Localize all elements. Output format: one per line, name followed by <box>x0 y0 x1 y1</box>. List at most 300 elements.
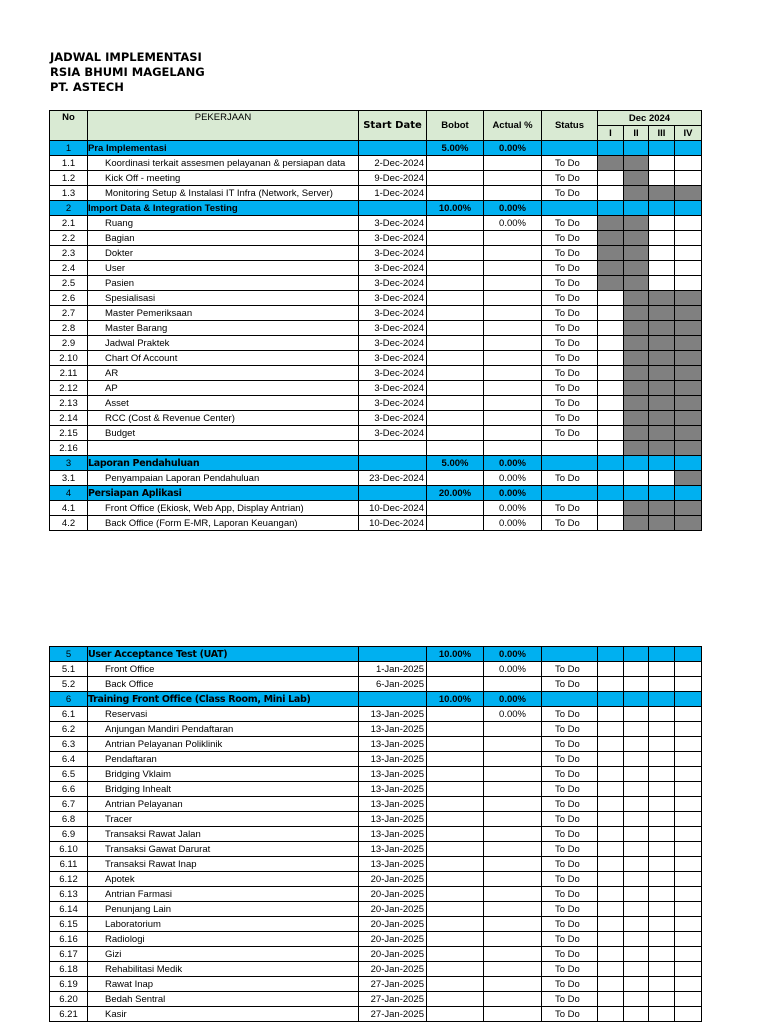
status-value: To Do <box>542 321 598 336</box>
start-date: 3-Dec-2024 <box>359 321 427 336</box>
gantt-week-2-cell <box>624 797 649 812</box>
gantt-week-3-cell <box>649 677 675 692</box>
status-value: To Do <box>542 797 598 812</box>
gantt-week-2-cell <box>624 812 649 827</box>
gantt-week-2-cell <box>624 872 649 887</box>
row-number: 6.1 <box>50 707 88 722</box>
gantt-week-3-cell <box>649 722 675 737</box>
gantt-week-3-cell <box>649 842 675 857</box>
task-name: Koordinasi terkait assesmen pelayanan & persiapan data <box>88 156 359 171</box>
gantt-week-3-cell <box>649 336 675 351</box>
row-number: 2.14 <box>50 411 88 426</box>
bobot-value <box>427 977 484 992</box>
status-value: To Do <box>542 276 598 291</box>
gantt-week-1-cell <box>598 722 624 737</box>
start-date: 13-Jan-2025 <box>359 737 427 752</box>
bobot-value <box>427 261 484 276</box>
row-number: 4 <box>50 486 88 501</box>
gantt-week-4-cell <box>675 722 702 737</box>
start-date: 3-Dec-2024 <box>359 381 427 396</box>
start-date: 13-Jan-2025 <box>359 827 427 842</box>
start-date: 13-Jan-2025 <box>359 782 427 797</box>
start-date: 3-Dec-2024 <box>359 246 427 261</box>
status-value: To Do <box>542 156 598 171</box>
status-value: To Do <box>542 977 598 992</box>
section-row <box>50 692 702 707</box>
gantt-week-4-cell <box>675 501 702 516</box>
gantt-week-2-cell <box>624 486 649 501</box>
bobot-value <box>427 351 484 366</box>
gantt-week-4-cell <box>675 156 702 171</box>
schedule-table-1 <box>49 110 702 531</box>
row-number: 6.14 <box>50 902 88 917</box>
task-name: Laporan Pendahuluan <box>88 456 359 471</box>
task-name: Pendaftaran <box>88 752 359 767</box>
gantt-week-4-cell <box>675 992 702 1007</box>
task-row <box>50 291 702 306</box>
gantt-week-1-cell <box>598 366 624 381</box>
bobot-value <box>427 992 484 1007</box>
col-header-no: No <box>50 111 88 141</box>
row-number: 6 <box>50 692 88 707</box>
gantt-week-1-cell <box>598 947 624 962</box>
gantt-week-3-cell <box>649 501 675 516</box>
bobot-value <box>427 1007 484 1022</box>
gantt-week-4-cell <box>675 441 702 456</box>
gantt-week-2-cell <box>624 246 649 261</box>
gantt-week-4-cell <box>675 471 702 486</box>
gantt-week-4-cell <box>675 201 702 216</box>
week-header-4: IV <box>675 126 702 141</box>
task-row <box>50 336 702 351</box>
gantt-week-1-cell <box>598 962 624 977</box>
row-number: 3.1 <box>50 471 88 486</box>
gantt-week-2-cell <box>624 216 649 231</box>
gantt-week-2-cell <box>624 932 649 947</box>
gantt-week-1-cell <box>598 707 624 722</box>
gantt-week-3-cell <box>649 647 675 662</box>
gantt-week-3-cell <box>649 471 675 486</box>
status-value: To Do <box>542 707 598 722</box>
row-number: 6.12 <box>50 872 88 887</box>
task-row <box>50 737 702 752</box>
row-number: 2 <box>50 201 88 216</box>
row-number: 2.12 <box>50 381 88 396</box>
status-value <box>542 201 598 216</box>
gantt-week-4-cell <box>675 707 702 722</box>
row-number: 6.11 <box>50 857 88 872</box>
gantt-week-1-cell <box>598 516 624 531</box>
actual-percent <box>484 351 542 366</box>
bobot-value <box>427 887 484 902</box>
task-name: Import Data & Integration Testing <box>88 201 359 216</box>
status-value: To Do <box>542 857 598 872</box>
gantt-week-3-cell <box>649 962 675 977</box>
gantt-week-2-cell <box>624 321 649 336</box>
task-row <box>50 887 702 902</box>
status-value: To Do <box>542 662 598 677</box>
status-value: To Do <box>542 947 598 962</box>
bobot-value <box>427 767 484 782</box>
gantt-week-1-cell <box>598 812 624 827</box>
start-date: 3-Dec-2024 <box>359 411 427 426</box>
task-name: Budget <box>88 426 359 441</box>
gantt-week-2-cell <box>624 381 649 396</box>
task-name: Front Office <box>88 662 359 677</box>
actual-percent: 0.00% <box>484 486 542 501</box>
bobot-value: 10.00% <box>427 692 484 707</box>
row-number: 3 <box>50 456 88 471</box>
bobot-value <box>427 246 484 261</box>
task-name: User Acceptance Test (UAT) <box>88 647 359 662</box>
status-value: To Do <box>542 231 598 246</box>
task-row <box>50 812 702 827</box>
task-name: Spesialisasi <box>88 291 359 306</box>
row-number: 4.1 <box>50 501 88 516</box>
task-name: Penunjang Lain <box>88 902 359 917</box>
start-date: 3-Dec-2024 <box>359 351 427 366</box>
gantt-week-1-cell <box>598 692 624 707</box>
actual-percent <box>484 171 542 186</box>
start-date: 13-Jan-2025 <box>359 812 427 827</box>
bobot-value <box>427 842 484 857</box>
gantt-week-4-cell <box>675 737 702 752</box>
row-number: 6.18 <box>50 962 88 977</box>
bobot-value <box>427 722 484 737</box>
gantt-week-3-cell <box>649 857 675 872</box>
actual-percent <box>484 932 542 947</box>
actual-percent <box>484 276 542 291</box>
gantt-week-4-cell <box>675 962 702 977</box>
start-date <box>359 456 427 471</box>
start-date: 20-Jan-2025 <box>359 902 427 917</box>
status-value: To Do <box>542 501 598 516</box>
row-number: 2.11 <box>50 366 88 381</box>
bobot-value <box>427 752 484 767</box>
status-value: To Do <box>542 827 598 842</box>
actual-percent <box>484 812 542 827</box>
header-company: PT. ASTECH <box>50 80 124 94</box>
task-name: Front Office (Ekiosk, Web App, Display Antrian) <box>88 501 359 516</box>
gantt-week-3-cell <box>649 201 675 216</box>
gantt-week-3-cell <box>649 426 675 441</box>
status-value: To Do <box>542 1007 598 1022</box>
row-number: 6.16 <box>50 932 88 947</box>
actual-percent <box>484 962 542 977</box>
row-number: 6.5 <box>50 767 88 782</box>
bobot-value <box>427 321 484 336</box>
status-value: To Do <box>542 932 598 947</box>
gantt-week-3-cell <box>649 441 675 456</box>
start-date: 3-Dec-2024 <box>359 306 427 321</box>
row-number: 6.4 <box>50 752 88 767</box>
start-date: 1-Jan-2025 <box>359 662 427 677</box>
gantt-week-3-cell <box>649 827 675 842</box>
gantt-week-2-cell <box>624 722 649 737</box>
start-date: 3-Dec-2024 <box>359 261 427 276</box>
task-name: Asset <box>88 396 359 411</box>
start-date: 20-Jan-2025 <box>359 872 427 887</box>
task-row <box>50 782 702 797</box>
task-row <box>50 351 702 366</box>
task-name: Training Front Office (Class Room, Mini Lab) <box>88 692 359 707</box>
status-value: To Do <box>542 992 598 1007</box>
actual-percent <box>484 246 542 261</box>
gantt-week-2-cell <box>624 767 649 782</box>
status-value: To Do <box>542 962 598 977</box>
gantt-week-4-cell <box>675 186 702 201</box>
task-name: Laboratorium <box>88 917 359 932</box>
row-number: 2.1 <box>50 216 88 231</box>
status-value <box>542 456 598 471</box>
col-header-actual: Actual % <box>484 111 542 141</box>
task-row <box>50 276 702 291</box>
gantt-week-4-cell <box>675 887 702 902</box>
header-title: JADWAL IMPLEMENTASI <box>50 50 202 64</box>
gantt-week-2-cell <box>624 962 649 977</box>
status-value: To Do <box>542 291 598 306</box>
gantt-week-2-cell <box>624 647 649 662</box>
actual-percent <box>484 336 542 351</box>
gantt-week-2-cell <box>624 276 649 291</box>
start-date: 20-Jan-2025 <box>359 917 427 932</box>
row-number: 2.3 <box>50 246 88 261</box>
gantt-week-4-cell <box>675 752 702 767</box>
task-name: Reservasi <box>88 707 359 722</box>
actual-percent <box>484 677 542 692</box>
status-value: To Do <box>542 842 598 857</box>
row-number: 6.6 <box>50 782 88 797</box>
bobot-value <box>427 426 484 441</box>
status-value: To Do <box>542 917 598 932</box>
start-date: 13-Jan-2025 <box>359 752 427 767</box>
actual-percent <box>484 842 542 857</box>
gantt-week-1-cell <box>598 276 624 291</box>
task-name: AP <box>88 381 359 396</box>
start-date <box>359 441 427 456</box>
gantt-week-1-cell <box>598 872 624 887</box>
actual-percent <box>484 426 542 441</box>
gantt-week-4-cell <box>675 351 702 366</box>
task-name: Kick Off - meeting <box>88 171 359 186</box>
gantt-week-4-cell <box>675 141 702 156</box>
gantt-week-3-cell <box>649 917 675 932</box>
task-row <box>50 857 702 872</box>
task-name: Persiapan Aplikasi <box>88 486 359 501</box>
bobot-value <box>427 396 484 411</box>
actual-percent: 0.00% <box>484 692 542 707</box>
gantt-week-1-cell <box>598 486 624 501</box>
gantt-week-4-cell <box>675 366 702 381</box>
start-date: 13-Jan-2025 <box>359 842 427 857</box>
gantt-week-4-cell <box>675 782 702 797</box>
row-number: 5 <box>50 647 88 662</box>
task-row <box>50 471 702 486</box>
gantt-week-3-cell <box>649 812 675 827</box>
gantt-week-2-cell <box>624 441 649 456</box>
status-value <box>542 486 598 501</box>
bobot-value <box>427 516 484 531</box>
gantt-week-3-cell <box>649 486 675 501</box>
row-number: 5.2 <box>50 677 88 692</box>
gantt-week-1-cell <box>598 992 624 1007</box>
gantt-week-3-cell <box>649 737 675 752</box>
row-number: 2.9 <box>50 336 88 351</box>
gantt-week-4-cell <box>675 216 702 231</box>
gantt-week-2-cell <box>624 1007 649 1022</box>
actual-percent <box>484 977 542 992</box>
gantt-week-4-cell <box>675 917 702 932</box>
gantt-week-1-cell <box>598 857 624 872</box>
row-number: 6.15 <box>50 917 88 932</box>
gantt-week-3-cell <box>649 752 675 767</box>
task-name: Penyampaian Laporan Pendahuluan <box>88 471 359 486</box>
col-header-bobot: Bobot <box>427 111 484 141</box>
task-row <box>50 441 702 456</box>
start-date: 3-Dec-2024 <box>359 231 427 246</box>
status-value: To Do <box>542 396 598 411</box>
task-name: Bagian <box>88 231 359 246</box>
gantt-week-1-cell <box>598 201 624 216</box>
gantt-week-3-cell <box>649 977 675 992</box>
actual-percent <box>484 737 542 752</box>
task-name: User <box>88 261 359 276</box>
gantt-week-4-cell <box>675 797 702 812</box>
actual-percent <box>484 186 542 201</box>
task-row <box>50 171 702 186</box>
actual-percent: 0.00% <box>484 141 542 156</box>
row-number: 1.2 <box>50 171 88 186</box>
section-row <box>50 647 702 662</box>
row-number: 6.21 <box>50 1007 88 1022</box>
gantt-week-1-cell <box>598 501 624 516</box>
bobot-value <box>427 501 484 516</box>
start-date: 1-Dec-2024 <box>359 186 427 201</box>
status-value: To Do <box>542 426 598 441</box>
row-number: 2.5 <box>50 276 88 291</box>
actual-percent <box>484 1007 542 1022</box>
section-row <box>50 201 702 216</box>
task-row <box>50 516 702 531</box>
header-hospital: RSIA BHUMI MAGELANG <box>50 65 205 79</box>
gantt-week-1-cell <box>598 737 624 752</box>
status-value: To Do <box>542 677 598 692</box>
actual-percent <box>484 827 542 842</box>
task-name: RCC (Cost & Revenue Center) <box>88 411 359 426</box>
gantt-week-2-cell <box>624 351 649 366</box>
col-header-start-date: Start Date <box>359 111 427 141</box>
gantt-week-4-cell <box>675 231 702 246</box>
task-row <box>50 827 702 842</box>
status-value <box>542 141 598 156</box>
task-name: Pra Implementasi <box>88 141 359 156</box>
gantt-week-1-cell <box>598 321 624 336</box>
row-number: 2.2 <box>50 231 88 246</box>
start-date: 13-Jan-2025 <box>359 797 427 812</box>
gantt-week-4-cell <box>675 677 702 692</box>
start-date: 10-Dec-2024 <box>359 516 427 531</box>
gantt-week-1-cell <box>598 306 624 321</box>
schedule-table-1-body <box>50 141 702 531</box>
task-name <box>88 441 359 456</box>
gantt-week-1-cell <box>598 827 624 842</box>
col-header-pekerjaan: PEKERJAAN <box>88 111 359 141</box>
task-row <box>50 977 702 992</box>
gantt-week-3-cell <box>649 516 675 531</box>
task-name: Kasir <box>88 1007 359 1022</box>
gantt-week-1-cell <box>598 441 624 456</box>
bobot-value <box>427 366 484 381</box>
row-number: 2.6 <box>50 291 88 306</box>
task-row <box>50 797 702 812</box>
task-name: Bridging Inhealt <box>88 782 359 797</box>
actual-percent: 0.00% <box>484 501 542 516</box>
document-header <box>50 50 205 95</box>
week-header-3: III <box>649 126 675 141</box>
gantt-week-2-cell <box>624 992 649 1007</box>
gantt-week-3-cell <box>649 797 675 812</box>
actual-percent <box>484 782 542 797</box>
row-number: 6.20 <box>50 992 88 1007</box>
gantt-week-4-cell <box>675 767 702 782</box>
gantt-week-1-cell <box>598 171 624 186</box>
bobot-value <box>427 231 484 246</box>
gantt-week-4-cell <box>675 647 702 662</box>
status-value: To Do <box>542 887 598 902</box>
status-value: To Do <box>542 411 598 426</box>
start-date: 3-Dec-2024 <box>359 276 427 291</box>
gantt-week-2-cell <box>624 677 649 692</box>
start-date: 3-Dec-2024 <box>359 291 427 306</box>
row-number: 2.16 <box>50 441 88 456</box>
section-row <box>50 141 702 156</box>
bobot-value <box>427 156 484 171</box>
task-row <box>50 902 702 917</box>
gantt-week-1-cell <box>598 902 624 917</box>
bobot-value <box>427 291 484 306</box>
task-name: AR <box>88 366 359 381</box>
gantt-week-1-cell <box>598 231 624 246</box>
status-value <box>542 692 598 707</box>
actual-percent: 0.00% <box>484 516 542 531</box>
start-date: 3-Dec-2024 <box>359 336 427 351</box>
task-name: Pasien <box>88 276 359 291</box>
gantt-week-1-cell <box>598 186 624 201</box>
bobot-value <box>427 441 484 456</box>
task-name: Jadwal Praktek <box>88 336 359 351</box>
gantt-week-2-cell <box>624 186 649 201</box>
row-number: 5.1 <box>50 662 88 677</box>
gantt-week-1-cell <box>598 842 624 857</box>
bobot-value <box>427 186 484 201</box>
task-name: Monitoring Setup & Instalasi IT Infra (Network, Server) <box>88 186 359 201</box>
bobot-value <box>427 857 484 872</box>
gantt-week-2-cell <box>624 737 649 752</box>
task-row <box>50 411 702 426</box>
gantt-week-4-cell <box>675 812 702 827</box>
gantt-week-3-cell <box>649 141 675 156</box>
gantt-week-3-cell <box>649 411 675 426</box>
gantt-week-3-cell <box>649 216 675 231</box>
gantt-week-3-cell <box>649 291 675 306</box>
gantt-week-4-cell <box>675 411 702 426</box>
actual-percent <box>484 767 542 782</box>
status-value: To Do <box>542 902 598 917</box>
gantt-week-2-cell <box>624 141 649 156</box>
gantt-week-3-cell <box>649 231 675 246</box>
row-number: 2.8 <box>50 321 88 336</box>
gantt-week-2-cell <box>624 857 649 872</box>
